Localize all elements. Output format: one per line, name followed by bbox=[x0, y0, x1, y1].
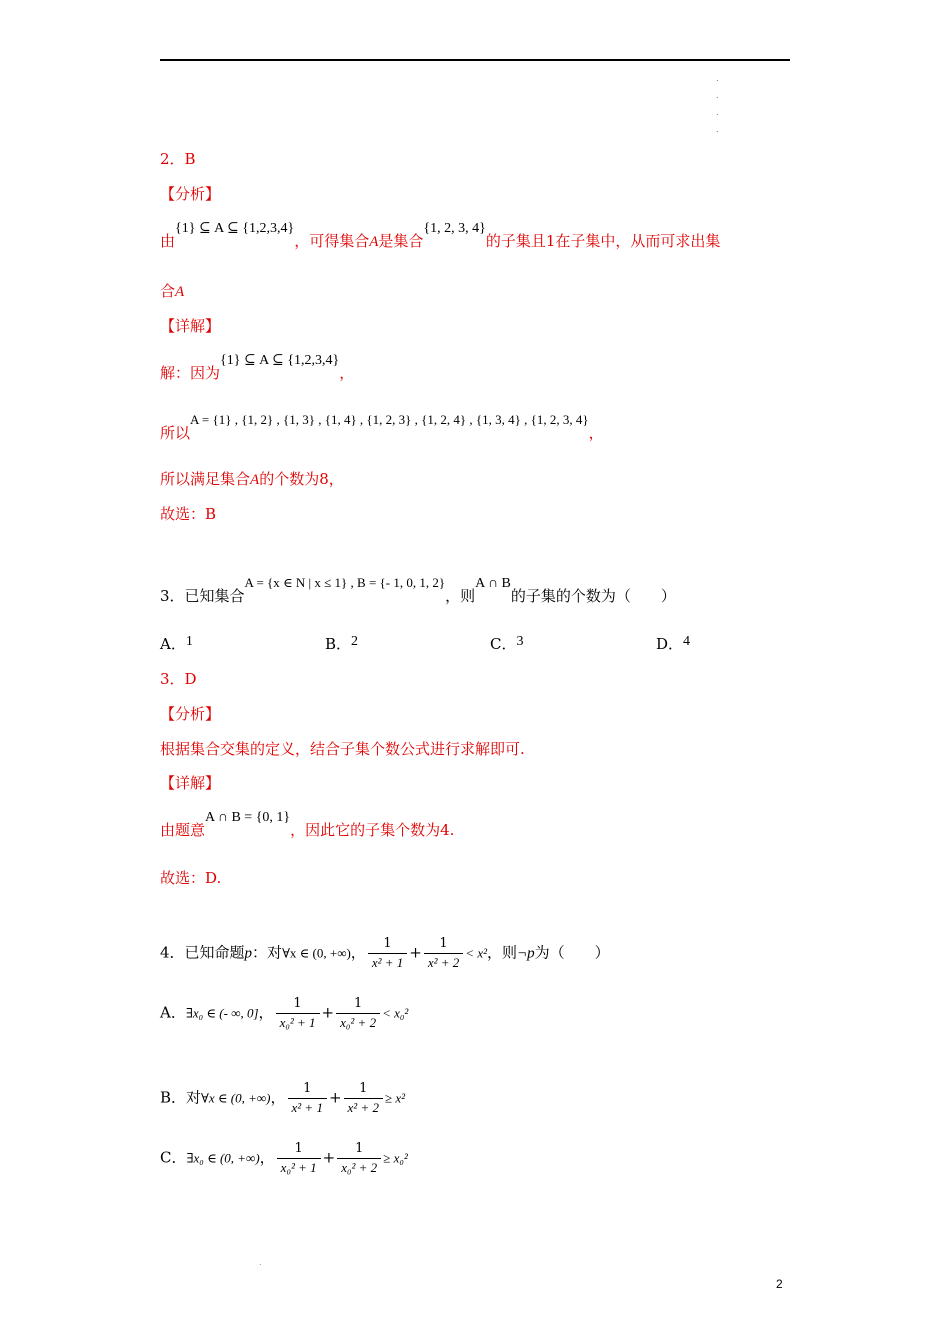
q3-option-b: B．2 bbox=[325, 634, 359, 653]
q3-detail-label: 【详解】 bbox=[160, 774, 221, 792]
q4-option-b: B．对∀x ∈ (0, +∞)， $\frac{1}{\text{x² + 1}}$ + $\frac{1}{\text{x² + 2}}$ ≥ x² bbox=[160, 1081, 406, 1115]
q3-detail-math: A ∩ B = {0, 1} bbox=[205, 810, 291, 825]
q3-math2: A ∩ B bbox=[475, 576, 511, 591]
q4-stem: 4．已知命题p：对∀x ∈ (0, +∞)， $\frac{1}{\text{x² + 1}}$ + $\frac{1}{\text{x² + 2}}$ < x²，则¬p为（ ） bbox=[160, 936, 610, 970]
q3-detail-line: 由题意A ∩ B = {0, 1}，因此它的子集个数为4. bbox=[160, 810, 455, 839]
q2-analysis-math2: {1, 2, 3, 4} bbox=[423, 221, 486, 236]
margin-dots: . . . . bbox=[716, 74, 719, 134]
q4-option-c: C．∃x₀ ∈ (0, +∞)， $\frac{1}{\text{x₀² + 1}}$ + $\frac{1}{\text{x₀² + 2}}$ ≥ x₀² bbox=[160, 1141, 408, 1175]
q3-stem: 3．已知集合A = {x ∈ N | x ≤ 1} , B = {- 1, 0, 1, 2}，则A ∩ B的子集的个数为（ ） bbox=[160, 575, 676, 605]
q4-option-a: A．∃x₀ ∈ (- ∞, 0]， $\frac{1}{\text{x₀² + 1}}$ + $\frac{1}{\text{x₀² + 2}}$ < x₀² bbox=[160, 996, 409, 1030]
q2-answer-heading: 2．B bbox=[160, 150, 196, 168]
q3-conclusion: 故选：D. bbox=[160, 869, 222, 887]
q2-analysis-line2: 合A bbox=[160, 282, 185, 300]
q4-frac2: $\frac{1}{\text{x² + 2}}$ bbox=[424, 935, 463, 972]
page-number: 2 bbox=[776, 1277, 783, 1291]
q2-analysis-line: 由{1} ⊆ A ⊆ {1,2,3,4}，可得集合A是集合{1, 2, 3, 4}的子集且1在子集中，从而可求出集 bbox=[160, 221, 721, 250]
q3-option-c: C．3 bbox=[490, 634, 524, 653]
q2-conclusion: 故选：B bbox=[160, 505, 217, 523]
footer-mark: . bbox=[259, 1258, 262, 1267]
q3-option-d: D．4 bbox=[656, 634, 691, 653]
header-rule bbox=[160, 59, 790, 61]
q2-detail-math1: {1} ⊆ A ⊆ {1,2,3,4} bbox=[220, 353, 340, 368]
q3-analysis-text: 根据集合交集的定义，结合子集个数公式进行求解即可. bbox=[160, 740, 525, 758]
q2-detail-line1: 解：因为{1} ⊆ A ⊆ {1,2,3,4}， bbox=[160, 353, 355, 382]
q3-math1: A = {x ∈ N | x ≤ 1} , B = {- 1, 0, 1, 2} bbox=[244, 575, 446, 590]
q3-option-a: A．1 bbox=[160, 634, 193, 653]
q4-frac1: $\frac{1}{\text{x² + 1}}$ bbox=[368, 935, 407, 972]
q2-analysis-math1: {1} ⊆ A ⊆ {1,2,3,4} bbox=[175, 221, 295, 236]
q3-answer-heading: 3．D bbox=[160, 670, 197, 688]
q2-analysis-label: 【分析】 bbox=[160, 185, 221, 203]
q3-analysis-label: 【分析】 bbox=[160, 705, 221, 723]
q2-detail-label: 【详解】 bbox=[160, 317, 221, 335]
q2-detail-line2: 所以A = {1} , {1, 2} , {1, 3} , {1, 4} , {1, 2, 3} , {1, 2, 4} , {1, 3, 4} , {1, 2, 3, 4}， bbox=[160, 412, 604, 442]
q4-quantifier: ∀x ∈ (0, +∞) bbox=[282, 945, 351, 961]
q2-detail-math2: A = {1} , {1, 2} , {1, 3} , {1, 4} , {1, 2, 3} , {1, 2, 4} , {1, 3, 4} , {1, 2, 3, 4} bbox=[190, 412, 589, 427]
q2-detail-line3: 所以满足集合A的个数为8， bbox=[160, 470, 344, 488]
